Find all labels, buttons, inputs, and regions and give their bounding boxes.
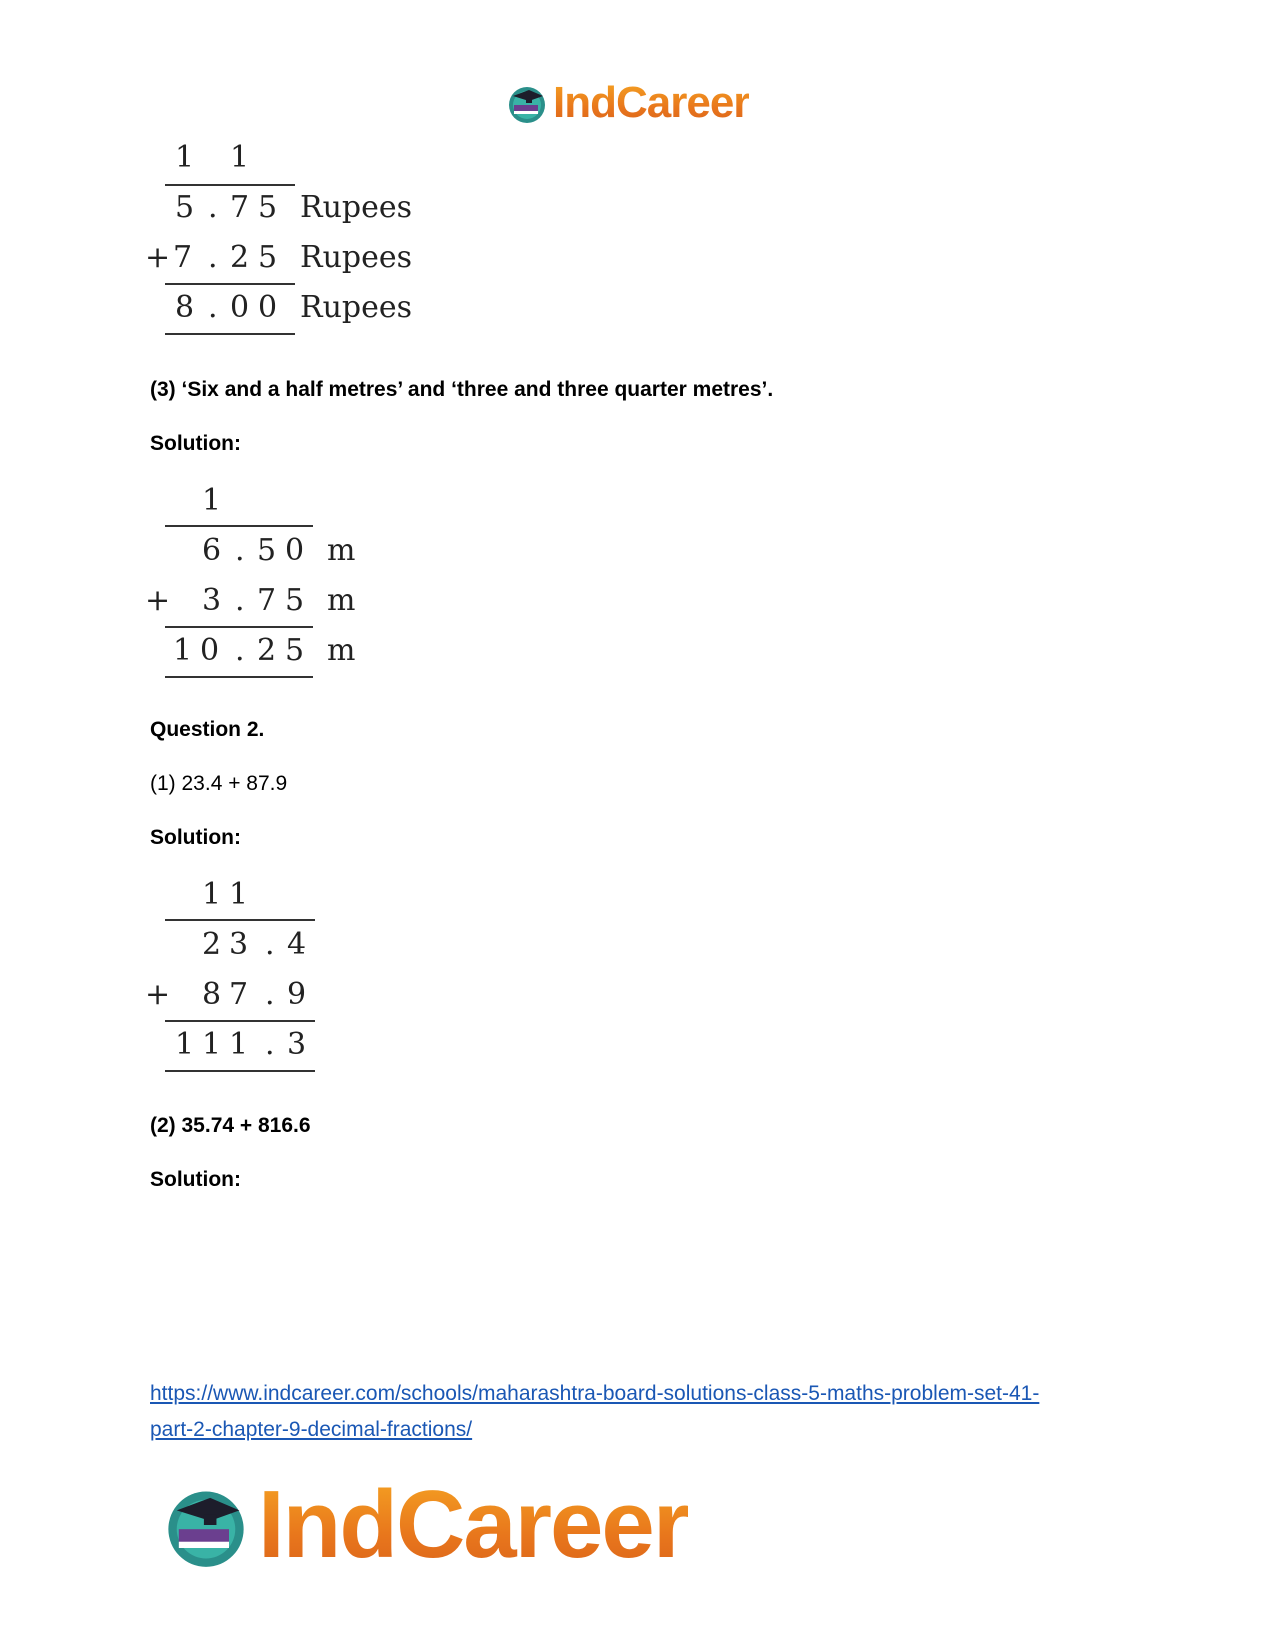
digit: 3 [202,583,222,618]
header-logo-text: IndCareer [553,78,750,127]
digit: 5 [257,533,277,568]
carry-digit: 1 [202,483,222,518]
result-rule [165,676,313,678]
digit: 5 [285,633,305,668]
decimal-point: . [208,290,218,325]
sum-rule [165,283,295,285]
digit: 3 [287,1027,307,1062]
decimal-point: . [208,190,218,225]
decimal-point: . [265,1027,275,1062]
digit: 2 [230,240,250,275]
unit-label: Rupees [300,240,413,275]
plus-sign: + [145,977,171,1012]
carry-rule [165,919,315,921]
carry-digit: 1 [202,877,222,912]
footer-link-line-2[interactable]: part-2-chapter-9-decimal-fractions/ [150,1418,473,1441]
solution-label: Solution: [150,826,241,849]
digit: 8 [175,290,195,325]
carry-rule [165,525,313,527]
decimal-point: . [208,240,218,275]
digit: 5 [258,190,278,225]
digit: 5 [285,583,305,618]
decimal-point: . [235,583,245,618]
digit: 1 [229,1027,249,1062]
unit-label: m [327,633,356,668]
result-rule [165,333,295,335]
digit: 1 [202,1027,222,1062]
footer-logo-text: IndCareer [258,1471,689,1578]
sum-rule [165,626,313,628]
digit: 9 [287,977,307,1012]
digit: 8 [202,977,222,1012]
decimal-point: . [265,927,275,962]
graduation-cap-book-globe-icon [160,1479,252,1571]
plus-sign: + [145,583,171,618]
digit: 5 [258,240,278,275]
footer-link[interactable] [150,1376,1150,1448]
digit: 0 [200,633,220,668]
decimal-point: . [235,533,245,568]
unit-label: m [327,533,356,568]
digit: 2 [257,633,277,668]
footer-logo [160,1470,688,1580]
q3-heading: (3) ‘Six and a half metres’ and ‘three and three quarter metres’. [150,378,774,401]
digit: 0 [258,290,278,325]
digit: 0 [230,290,250,325]
carry-rule [165,184,295,186]
digit: 6 [202,533,222,568]
unit-label: Rupees [300,290,413,325]
unit-label: Rupees [300,190,413,225]
carry-digit: 1 [229,877,249,912]
q2-1-problem: (1) 23.4 + 87.9 [150,772,288,795]
digit: 7 [230,190,250,225]
digit: 4 [287,927,307,962]
unit-label: m [327,583,356,618]
solution-label: Solution: [150,1168,241,1191]
footer-link-line-1[interactable]: https://www.indcareer.com/schools/maharashtra-board-solutions-class-5-maths-problem-set-41- [150,1382,1040,1405]
digit: 7 [173,240,193,275]
solution-label: Solution: [150,432,241,455]
q2-2-problem: (2) 35.74 + 816.6 [150,1114,311,1137]
digit: 2 [202,927,222,962]
digit: 7 [257,583,277,618]
digit: 5 [175,190,195,225]
decimal-point: . [265,977,275,1012]
question-2-heading: Question 2. [150,718,265,741]
digit: 3 [229,927,249,962]
header-logo [505,78,749,128]
digit: 7 [229,977,249,1012]
digit: 1 [173,633,193,668]
graduation-cap-book-globe-icon [505,81,549,125]
carry-digit: 1 [175,140,195,175]
carry-digit: 1 [230,140,250,175]
sum-rule [165,1020,315,1022]
plus-sign: + [145,240,171,275]
decimal-point: . [235,633,245,668]
digit: 1 [175,1027,195,1062]
result-rule [165,1070,315,1072]
digit: 0 [285,533,305,568]
